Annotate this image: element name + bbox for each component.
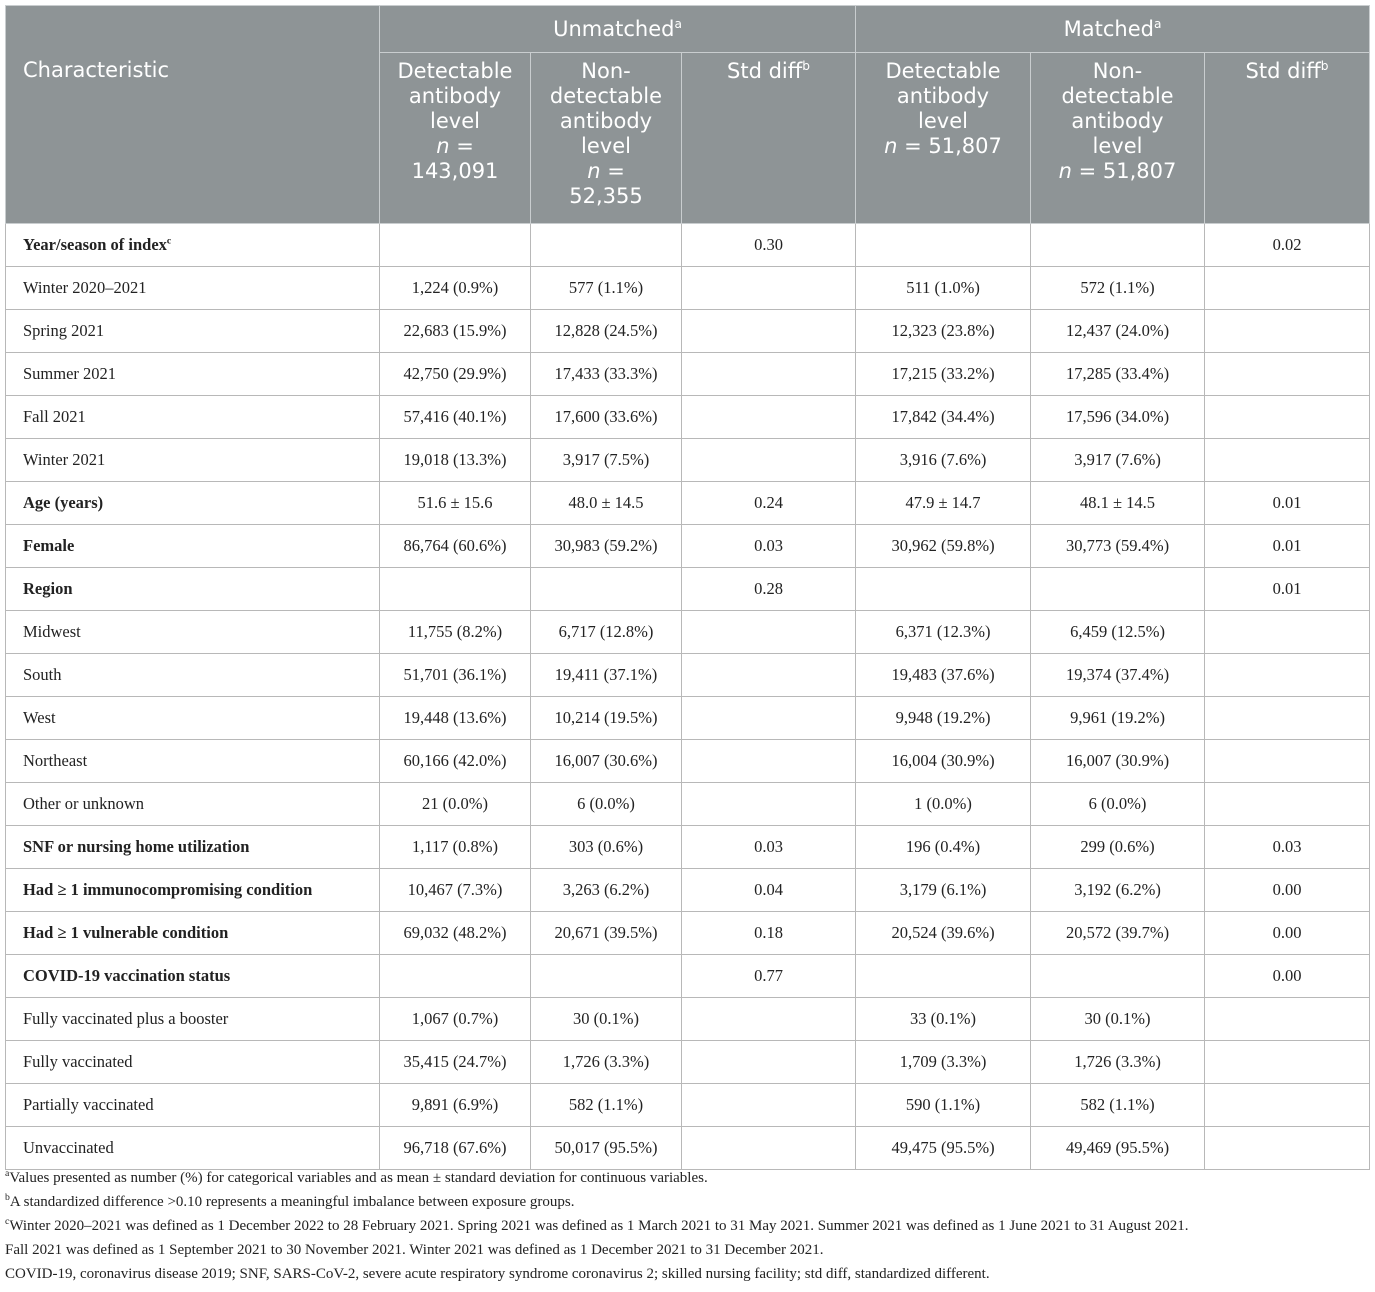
table-row (6, 482, 1370, 525)
unmatched-nondetectable-cell: 6,717 (12.8%) (531, 611, 682, 654)
matched-nondetectable-cell (1031, 955, 1205, 998)
table-row (6, 1084, 1370, 1127)
unmatched-nondetectable-cell: 20,671 (39.5%) (531, 912, 682, 955)
unmatched-nondetectable-cell: 30,983 (59.2%) (531, 525, 682, 568)
matched-nondetectable-cell: 3,192 (6.2%) (1031, 869, 1205, 912)
matched-std-diff-cell: 0.01 (1205, 482, 1370, 525)
unmatched-std-diff-cell (682, 998, 856, 1041)
unmatched-detectable-cell: 19,448 (13.6%) (380, 697, 531, 740)
unmatched-detectable-cell (380, 224, 531, 267)
row-label: Other or unknown (6, 783, 380, 826)
row-label: Had ≥ 1 vulnerable condition (6, 912, 380, 955)
matched-std-diff-cell: 0.00 (1205, 955, 1370, 998)
unmatched-nondetectable-cell: 16,007 (30.6%) (531, 740, 682, 783)
unmatched-std-diff-cell (682, 267, 856, 310)
matched-nondetectable-cell: 19,374 (37.4%) (1031, 654, 1205, 697)
unmatched-std-diff-cell (682, 396, 856, 439)
unmatched-detectable-cell: 42,750 (29.9%) (380, 353, 531, 396)
row-label: Fall 2021 (6, 396, 380, 439)
unmatched-detectable-cell: 21 (0.0%) (380, 783, 531, 826)
unmatched-std-diff-cell (682, 740, 856, 783)
row-label: West (6, 697, 380, 740)
matched-std-diff-cell (1205, 353, 1370, 396)
matched-std-diff-cell (1205, 310, 1370, 353)
unmatched-std-diff-cell: 0.77 (682, 955, 856, 998)
unmatched-detectable-cell: 1,224 (0.9%) (380, 267, 531, 310)
header-unmatched-std-diff: Std diff$^b$ (682, 53, 856, 224)
row-label: Female (6, 525, 380, 568)
unmatched-std-diff-cell (682, 310, 856, 353)
matched-nondetectable-cell: 30,773 (59.4%) (1031, 525, 1205, 568)
table-row (6, 740, 1370, 783)
unmatched-std-diff-cell (682, 783, 856, 826)
unmatched-nondetectable-cell: 3,917 (7.5%) (531, 439, 682, 482)
matched-std-diff-cell (1205, 740, 1370, 783)
unmatched-nondetectable-cell: 1,726 (3.3%) (531, 1041, 682, 1084)
table-row (6, 955, 1370, 998)
row-label: Midwest (6, 611, 380, 654)
row-label: Age (years) (6, 482, 380, 525)
table-container (5, 5, 1369, 1170)
unmatched-nondetectable-cell (531, 568, 682, 611)
matched-std-diff-cell (1205, 267, 1370, 310)
header-characteristic: Characteristic (6, 6, 380, 224)
row-label: South (6, 654, 380, 697)
table-row (6, 568, 1370, 611)
matched-nondetectable-cell (1031, 224, 1205, 267)
matched-detectable-cell: 1,709 (3.3%) (856, 1041, 1031, 1084)
unmatched-std-diff-cell (682, 654, 856, 697)
unmatched-nondetectable-cell: 17,600 (33.6%) (531, 396, 682, 439)
row-label: Year/season of index$^c$ (6, 224, 380, 267)
table-row (6, 224, 1370, 267)
matched-std-diff-cell: 0.00 (1205, 869, 1370, 912)
matched-detectable-cell: 3,916 (7.6%) (856, 439, 1031, 482)
row-label: Northeast (6, 740, 380, 783)
unmatched-nondetectable-cell: 30 (0.1%) (531, 998, 682, 1041)
table-row (6, 353, 1370, 396)
unmatched-std-diff-cell: 0.03 (682, 826, 856, 869)
row-label: Winter 2021 (6, 439, 380, 482)
matched-detectable-cell: 1 (0.0%) (856, 783, 1031, 826)
matched-std-diff-cell (1205, 654, 1370, 697)
matched-detectable-cell: 16,004 (30.9%) (856, 740, 1031, 783)
table-row (6, 267, 1370, 310)
unmatched-nondetectable-cell: 577 (1.1%) (531, 267, 682, 310)
footnote-b: $^b$A standardized difference >0.10 represents a meaningful imbalance between exposure groups. (5, 1192, 575, 1210)
unmatched-nondetectable-cell: 19,411 (37.1%) (531, 654, 682, 697)
matched-std-diff-cell (1205, 611, 1370, 654)
matched-detectable-cell: 6,371 (12.3%) (856, 611, 1031, 654)
table-row (6, 783, 1370, 826)
unmatched-nondetectable-cell: 12,828 (24.5%) (531, 310, 682, 353)
table-row (6, 1041, 1370, 1084)
unmatched-detectable-cell (380, 955, 531, 998)
footnotes (5, 1166, 1371, 1286)
unmatched-detectable-cell: 11,755 (8.2%) (380, 611, 531, 654)
matched-detectable-cell: 9,948 (19.2%) (856, 697, 1031, 740)
unmatched-nondetectable-cell (531, 955, 682, 998)
matched-detectable-cell: 590 (1.1%) (856, 1084, 1031, 1127)
matched-nondetectable-cell: 299 (0.6%) (1031, 826, 1205, 869)
matched-detectable-cell: 49,475 (95.5%) (856, 1127, 1031, 1170)
unmatched-std-diff-cell: 0.03 (682, 525, 856, 568)
header-unmatched: Unmatched$^a$ (380, 6, 856, 53)
unmatched-std-diff-cell: 0.04 (682, 869, 856, 912)
matched-nondetectable-cell: 9,961 (19.2%) (1031, 697, 1205, 740)
matched-detectable-cell: 20,524 (39.6%) (856, 912, 1031, 955)
row-label: Unvaccinated (6, 1127, 380, 1170)
matched-nondetectable-cell: 20,572 (39.7%) (1031, 912, 1205, 955)
unmatched-nondetectable-cell: 50,017 (95.5%) (531, 1127, 682, 1170)
matched-nondetectable-cell: 17,285 (33.4%) (1031, 353, 1205, 396)
header-matched-std-diff: Std diff$^b$ (1205, 53, 1370, 224)
matched-detectable-cell (856, 568, 1031, 611)
matched-detectable-cell: 19,483 (37.6%) (856, 654, 1031, 697)
table-row (6, 611, 1370, 654)
unmatched-detectable-cell: 1,117 (0.8%) (380, 826, 531, 869)
matched-nondetectable-cell: 48.1 ± 14.5 (1031, 482, 1205, 525)
row-label: Region (6, 568, 380, 611)
unmatched-nondetectable-cell: 48.0 ± 14.5 (531, 482, 682, 525)
matched-nondetectable-cell: 6 (0.0%) (1031, 783, 1205, 826)
matched-std-diff-cell (1205, 1127, 1370, 1170)
unmatched-detectable-cell: 51.6 ± 15.6 (380, 482, 531, 525)
matched-nondetectable-cell: 572 (1.1%) (1031, 267, 1205, 310)
matched-std-diff-cell (1205, 439, 1370, 482)
unmatched-detectable-cell: 69,032 (48.2%) (380, 912, 531, 955)
matched-detectable-cell: 30,962 (59.8%) (856, 525, 1031, 568)
unmatched-detectable-cell: 86,764 (60.6%) (380, 525, 531, 568)
unmatched-nondetectable-cell: 3,263 (6.2%) (531, 869, 682, 912)
matched-nondetectable-cell: 582 (1.1%) (1031, 1084, 1205, 1127)
unmatched-std-diff-cell (682, 439, 856, 482)
characteristics-table (5, 5, 1370, 1170)
unmatched-detectable-cell: 51,701 (36.1%) (380, 654, 531, 697)
table-row (6, 869, 1370, 912)
matched-nondetectable-cell: 12,437 (24.0%) (1031, 310, 1205, 353)
unmatched-nondetectable-cell: 6 (0.0%) (531, 783, 682, 826)
table-row (6, 912, 1370, 955)
table-row (6, 310, 1370, 353)
matched-std-diff-cell (1205, 396, 1370, 439)
matched-detectable-cell: 511 (1.0%) (856, 267, 1031, 310)
row-label: SNF or nursing home utilization (6, 826, 380, 869)
row-label: Summer 2021 (6, 353, 380, 396)
unmatched-std-diff-cell (682, 1041, 856, 1084)
header-matched-nondetectable: Non- detectable antibody level n = 51,807 (1031, 53, 1205, 224)
row-label: Partially vaccinated (6, 1084, 380, 1127)
matched-detectable-cell: 47.9 ± 14.7 (856, 482, 1031, 525)
table-row (6, 396, 1370, 439)
header-unmatched-nondetectable: Non- detectable antibody level n = 52,355 (531, 53, 682, 224)
unmatched-detectable-cell: 22,683 (15.9%) (380, 310, 531, 353)
matched-nondetectable-cell: 16,007 (30.9%) (1031, 740, 1205, 783)
unmatched-std-diff-cell: 0.24 (682, 482, 856, 525)
unmatched-std-diff-cell (682, 1084, 856, 1127)
unmatched-detectable-cell: 10,467 (7.3%) (380, 869, 531, 912)
matched-nondetectable-cell: 3,917 (7.6%) (1031, 439, 1205, 482)
unmatched-std-diff-cell: 0.18 (682, 912, 856, 955)
row-label: COVID-19 vaccination status (6, 955, 380, 998)
matched-std-diff-cell: 0.01 (1205, 568, 1370, 611)
header-group-row (6, 6, 1370, 53)
header-unmatched-detectable: Detectable antibody level n = 143,091 (380, 53, 531, 224)
matched-nondetectable-cell: 30 (0.1%) (1031, 998, 1205, 1041)
unmatched-nondetectable-cell (531, 224, 682, 267)
unmatched-std-diff-cell (682, 1127, 856, 1170)
matched-std-diff-cell: 0.00 (1205, 912, 1370, 955)
matched-nondetectable-cell: 17,596 (34.0%) (1031, 396, 1205, 439)
unmatched-nondetectable-cell: 10,214 (19.5%) (531, 697, 682, 740)
matched-std-diff-cell (1205, 783, 1370, 826)
unmatched-std-diff-cell: 0.30 (682, 224, 856, 267)
unmatched-std-diff-cell (682, 353, 856, 396)
unmatched-detectable-cell: 19,018 (13.3%) (380, 439, 531, 482)
matched-std-diff-cell (1205, 697, 1370, 740)
table-row (6, 439, 1370, 482)
matched-std-diff-cell: 0.02 (1205, 224, 1370, 267)
header-matched: Matched$^a$ (856, 6, 1370, 53)
unmatched-std-diff-cell (682, 611, 856, 654)
table-row (6, 1127, 1370, 1170)
matched-detectable-cell: 17,842 (34.4%) (856, 396, 1031, 439)
matched-detectable-cell: 17,215 (33.2%) (856, 353, 1031, 396)
unmatched-detectable-cell: 60,166 (42.0%) (380, 740, 531, 783)
table-body (6, 224, 1370, 1170)
row-label: Winter 2020–2021 (6, 267, 380, 310)
footnote-abbreviations: COVID-19, coronavirus disease 2019; SNF, SARS-CoV-2, severe acute respiratory syndrome coronavirus 2; skilled nursing facility; std diff, standardized different. (5, 1266, 990, 1282)
table-row (6, 654, 1370, 697)
matched-detectable-cell: 12,323 (23.8%) (856, 310, 1031, 353)
matched-std-diff-cell (1205, 998, 1370, 1041)
matched-std-diff-cell: 0.03 (1205, 826, 1370, 869)
table-row (6, 826, 1370, 869)
unmatched-detectable-cell: 1,067 (0.7%) (380, 998, 531, 1041)
row-label: Fully vaccinated (6, 1041, 380, 1084)
footnote-c: $^c$Winter 2020–2021 was defined as 1 December 2022 to 28 February 2021. Spring 2021 was defined as 1 March 2021 to 31 May 2021. Summer 2021 was defined as 1 June 2021 to 31 August 2021. Fall 2021 was defined as 1 September 2021 to 30 November 2021. Winter 2021 was defined as 1 December 2021 to 31 December 2021. (5, 1216, 1189, 1258)
table-row (6, 525, 1370, 568)
matched-detectable-cell: 33 (0.1%) (856, 998, 1031, 1041)
unmatched-detectable-cell: 96,718 (67.6%) (380, 1127, 531, 1170)
footnote-a: $^a$Values presented as number (%) for categorical variables and as mean ± standard deviation for continuous variables. (5, 1168, 708, 1186)
header-matched-detectable: Detectable antibody level n = 51,807 (856, 53, 1031, 224)
unmatched-nondetectable-cell: 303 (0.6%) (531, 826, 682, 869)
unmatched-detectable-cell: 57,416 (40.1%) (380, 396, 531, 439)
matched-detectable-cell (856, 955, 1031, 998)
matched-std-diff-cell (1205, 1084, 1370, 1127)
matched-nondetectable-cell: 6,459 (12.5%) (1031, 611, 1205, 654)
unmatched-nondetectable-cell: 582 (1.1%) (531, 1084, 682, 1127)
table-row (6, 998, 1370, 1041)
matched-detectable-cell: 3,179 (6.1%) (856, 869, 1031, 912)
matched-std-diff-cell (1205, 1041, 1370, 1084)
matched-nondetectable-cell (1031, 568, 1205, 611)
unmatched-std-diff-cell: 0.28 (682, 568, 856, 611)
matched-std-diff-cell: 0.01 (1205, 525, 1370, 568)
matched-nondetectable-cell: 49,469 (95.5%) (1031, 1127, 1205, 1170)
unmatched-std-diff-cell (682, 697, 856, 740)
matched-nondetectable-cell: 1,726 (3.3%) (1031, 1041, 1205, 1084)
unmatched-nondetectable-cell: 17,433 (33.3%) (531, 353, 682, 396)
unmatched-detectable-cell (380, 568, 531, 611)
row-label: Spring 2021 (6, 310, 380, 353)
table-row (6, 697, 1370, 740)
matched-detectable-cell (856, 224, 1031, 267)
unmatched-detectable-cell: 9,891 (6.9%) (380, 1084, 531, 1127)
row-label: Had ≥ 1 immunocompromising condition (6, 869, 380, 912)
matched-detectable-cell: 196 (0.4%) (856, 826, 1031, 869)
row-label: Fully vaccinated plus a booster (6, 998, 380, 1041)
unmatched-detectable-cell: 35,415 (24.7%) (380, 1041, 531, 1084)
